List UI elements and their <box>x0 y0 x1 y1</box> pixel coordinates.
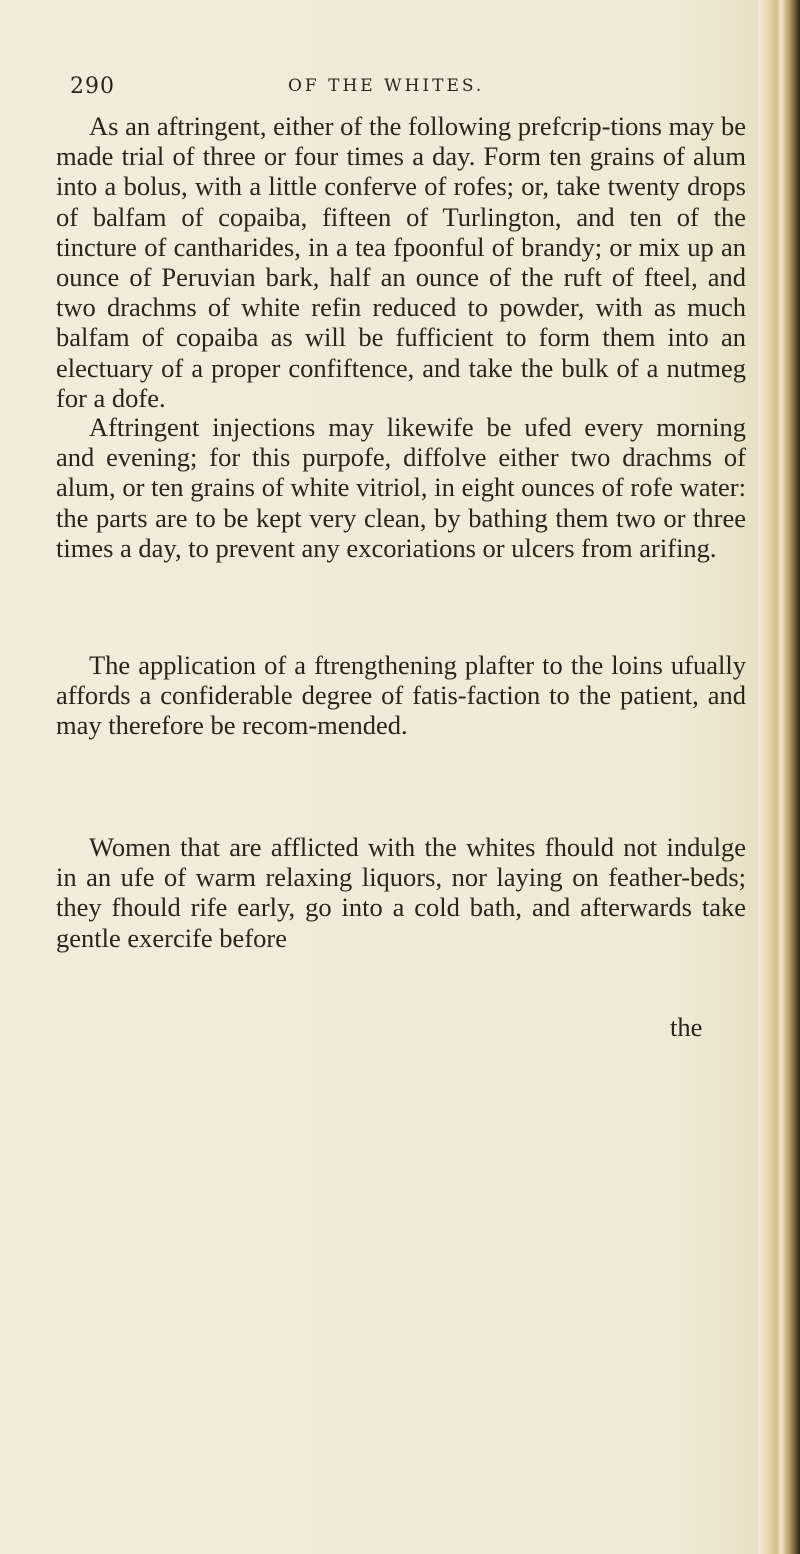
paragraph-4 <box>56 832 746 953</box>
page-number: 290 <box>70 74 115 99</box>
paragraph-1 <box>56 111 746 413</box>
page-gutter <box>758 0 800 1554</box>
paragraph-text: The application of a ftrengthening plafter to the loins ufually affords a confiderable degree of fatis-faction to the patient, and may therefore be recom-mended. <box>56 650 746 741</box>
paragraph-2 <box>56 412 746 563</box>
paragraph-text: Aftringent injections may likewife be ufed every morning and evening; for this purpofe, diffolve either two drachms of alum, or ten grains of white vitriol, in eight ounces of rofe water: the parts are to be kept very clean, by bathing them two or three times a day, to prevent any excoriations or ulcers from arifing. <box>56 412 746 563</box>
catchword: the <box>670 1012 703 1042</box>
page-header <box>70 74 710 108</box>
paragraph-text: As an aftringent, either of the following prefcrip-tions may be made trial of three or four times a day. Form ten grains of alum into a bolus, with a little conferve of rofes; or, take twenty drops of balfam of copaiba, fifteen of Turlington, and ten of the tincture of cantharides, in a tea fpoonful of brandy; or mix up an ounce of Peruvian bark, half an ounce of the ruft of fteel, and two drachms of white refin reduced to powder, with as much balfam of copaiba as will be fufficient to form them into an electuary of a proper confiftence, and take the bulk of a nutmeg for a dofe. <box>56 111 746 413</box>
running-head: OF THE WHITES. <box>288 76 485 96</box>
paragraph-text: Women that are afflicted with the whites fhould not indulge in an ufe of warm relaxing liquors, nor laying on feather-beds; they fhould rife early, go into a cold bath, and afterwards take gentle exercife before <box>56 832 746 953</box>
paragraph-3 <box>56 650 746 741</box>
